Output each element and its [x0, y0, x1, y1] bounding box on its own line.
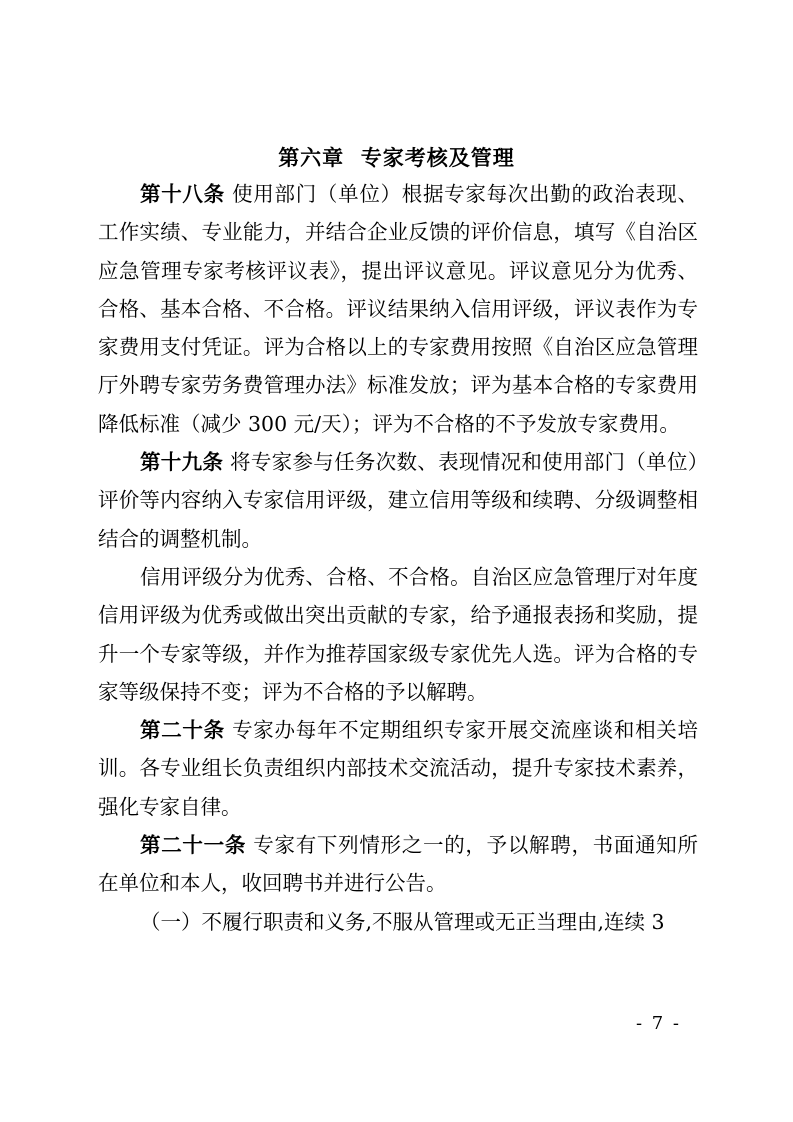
- article-19-continuation-text: 信用评级分为优秀、合格、不合格。自治区应急管理厅对年度信用评级为优秀或做出突出贡献的专家，给予通报表扬和奖励，提升一个专家等级，并作为推荐国家级专家优先人选。评为合格的专家等级保持不变；评为不合格的予以解聘。: [98, 564, 698, 704]
- article-18-paragraph: [98, 175, 698, 443]
- article-21-item-1-text: （一）不履行职责和义务,不服从管理或无正当理由,连续 3: [140, 909, 665, 934]
- article-21-heading: 第二十一条: [140, 833, 247, 858]
- article-21-text: 专家有下列情形之一的，予以解聘，书面通知所在单位和本人，收回聘书并进行公告。: [98, 833, 699, 896]
- article-21-paragraph: [98, 826, 698, 903]
- article-18-text: 使用部门（单位）根据专家每次出勤的政治表现、工作实绩、专业能力，并结合企业反馈的评价信息，填写《自治区应急管理专家考核评议表》，提出评议意见。评议意见分为优秀、合格、基本合格、不合格。评议结果纳入信用评级，评议表作为专家费用支付凭证。评为合格以上的专家费用按照《自治区应急管理厅外聘专家劳务费管理办法》标准发放；评为基本合格的专家费用降低标准（减少 300 元/天）；评为不合格的不予发放专家费用。: [98, 182, 698, 436]
- article-19-text: 将专家参与任务次数、表现情况和使用部门（单位）评价等内容纳入专家信用评级，建立信用等级和续聘、分级调整相结合的调整机制。: [98, 450, 699, 551]
- article-19-heading: 第十九条: [140, 450, 224, 475]
- article-19-paragraph: [98, 443, 698, 558]
- article-20-paragraph: [98, 711, 698, 826]
- article-18-heading: 第十八条: [140, 182, 225, 206]
- article-20-text: 专家办每年不定期组织专家开展交流座谈和相关培训。各专业组长负责组织内部技术交流活动，提升专家技术素养，强化专家自律。: [98, 718, 698, 819]
- article-20-heading: 第二十条: [140, 718, 225, 743]
- article-19-continuation-paragraph: [98, 558, 698, 711]
- document-body: [98, 175, 698, 941]
- page-number: - 7 -: [635, 1013, 681, 1034]
- chapter-title: 第六章 专家考核及管理: [278, 146, 515, 170]
- article-21-item-1-paragraph: [98, 903, 698, 941]
